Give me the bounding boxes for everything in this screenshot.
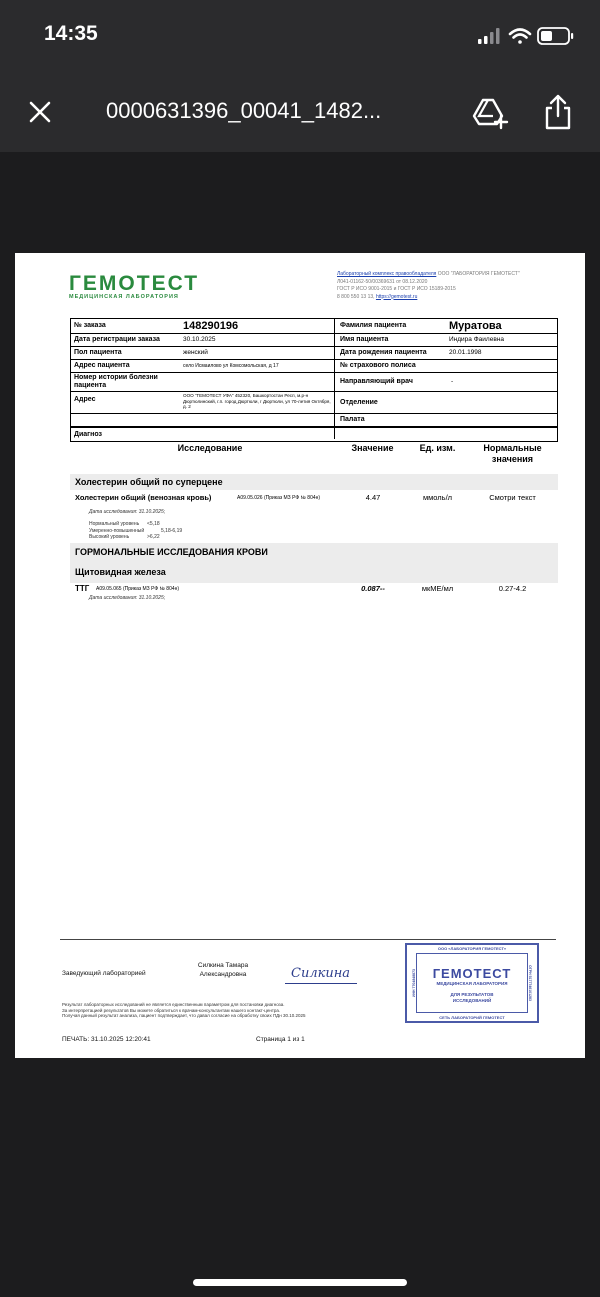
status-time: 14:35 xyxy=(44,22,98,45)
signature: Силкина xyxy=(291,966,351,981)
test-unit: ммоль/л xyxy=(422,493,453,502)
surname: Муратова xyxy=(449,320,502,332)
stamp-brand: ГЕМОТЕСТ xyxy=(432,966,512,981)
footer-divider xyxy=(60,939,556,940)
disclaimer xyxy=(62,1002,306,1019)
gemotest-logo xyxy=(69,273,199,300)
range-label: Высокий уровень xyxy=(89,534,130,540)
disclaimer-line: Получая данный результат анализа, пациент подтверждает, что давал согласие на обработку своих ПДн 30.10.2025 xyxy=(62,1013,306,1018)
department-label: Отделение xyxy=(340,399,378,406)
status-icons xyxy=(476,26,576,46)
add-to-drive-icon[interactable] xyxy=(469,92,509,132)
range-value: >6,22 xyxy=(147,534,160,540)
signature-line xyxy=(285,983,357,984)
test-normal: 0.27-4.2 xyxy=(498,584,527,593)
site-link[interactable]: https://gemotest.ru xyxy=(375,293,418,300)
file-name: 0000631396_00041_1482... xyxy=(106,98,382,123)
range-label: Умеренно-повышенный xyxy=(89,527,145,534)
range-value: <5,18 xyxy=(147,521,160,527)
diagnosis-label: Диагноз xyxy=(74,431,102,438)
name: Индира Фаилевна xyxy=(449,336,504,343)
owner-name: ООО "ЛАБОРАТОРИЯ ГЕМОТЕСТ" xyxy=(437,271,520,277)
owner-link[interactable]: Лабораторный комплекс правообладателя xyxy=(337,271,437,277)
col-normal: Нормальные значения xyxy=(483,443,542,464)
test-date: Дата исследования: 31.10.2025; xyxy=(89,595,166,601)
range-row xyxy=(89,534,182,541)
battery-icon xyxy=(538,28,573,44)
stamp-mid: ДЛЯ РЕЗУЛЬТАТОВ ИССЛЕДОВАНИЙ xyxy=(450,992,494,1003)
range-value: 5,18-6,19 xyxy=(161,527,183,534)
test-name: Холестерин общий (венозная кровь) xyxy=(75,493,212,502)
sex: женский xyxy=(183,349,208,356)
policy-label: № страхового полиса xyxy=(340,362,416,369)
doctor-label: Направляющий врач xyxy=(340,378,413,385)
home-indicator[interactable] xyxy=(193,1279,407,1286)
doctor: - xyxy=(451,378,454,385)
document-page xyxy=(15,253,585,1058)
birth-date: 20.01.1998 xyxy=(449,349,482,356)
disclaimer-line: За интерпретацией результатов Вы можете обратиться к врачам-консультантам нашего контакт-центра. xyxy=(62,1007,281,1013)
print-date: ПЕЧАТЬ: 31.10.2025 12:20:41 xyxy=(62,1036,151,1043)
lab-address-label: Адрес xyxy=(74,396,96,403)
logo-brand: ГЕМОТЕСТ xyxy=(69,272,200,295)
col-value: Значение xyxy=(351,443,394,453)
reg-date-label: Дата регистрации заказа xyxy=(74,336,160,343)
section-header xyxy=(70,543,558,583)
section-subtitle: Щитовидная железа xyxy=(75,567,166,577)
reference-ranges xyxy=(89,521,182,541)
order-no: 148290196 xyxy=(183,320,239,332)
stamp-right: ОГРН 5177746101283 xyxy=(528,965,532,1001)
lab-address: ООО "ГЕМОТЕСТ УФА" 452320, Башкортостан Респ, м.р-н Дюртюлинский, г.п. город Дюртюли, г Дюртюли, ул 70-летия Октября, д. 2 xyxy=(183,393,331,410)
section-title: ГОРМОНАЛЬНЫЕ ИССЛЕДОВАНИЯ КРОВИ xyxy=(75,547,268,557)
owner-info xyxy=(337,271,567,301)
sex-label: Пол пациента xyxy=(74,349,122,356)
test-value: 4.47 xyxy=(365,493,381,502)
order-no-label: № заказа xyxy=(74,322,106,329)
patient-header-table xyxy=(70,318,558,442)
stamp-top: ООО «ЛАБОРАТОРИЯ ГЕМОТЕСТ» xyxy=(437,946,507,951)
test-normal: Смотри текст xyxy=(489,493,536,502)
stamp-bottom: СЕТЬ ЛАБОРАТОРИЙ ГЕМОТЕСТ xyxy=(439,1015,505,1020)
address: село Исмаилово ул Комсомольская, д 17 xyxy=(183,363,279,369)
test-name: ТТГ xyxy=(75,584,90,593)
head-label: Заведующий лабораторией xyxy=(62,970,146,977)
test-date: Дата исследования: 31.10.2025; xyxy=(89,509,166,515)
gost: ГОСТ Р ИСО 9001-2015 и ГОСТ Р ИСО 15189-2015 xyxy=(337,286,456,292)
viewer-toolbar xyxy=(0,70,600,152)
test-unit: мкМЕ/мл xyxy=(421,584,454,593)
license: Л041-01162-50/00369631 от 08.12.2020 xyxy=(337,278,428,285)
stamp-left: ИНН 7704848873 xyxy=(412,969,416,998)
status-bar xyxy=(0,0,600,70)
reg-date: 30.10.2025 xyxy=(183,336,216,343)
surname-label: Фамилия пациента xyxy=(340,322,407,329)
share-icon[interactable] xyxy=(538,92,578,132)
col-test: Исследование xyxy=(177,443,243,453)
address-label: Адрес пациента xyxy=(74,362,130,369)
page-number: Страница 1 из 1 xyxy=(256,1036,305,1043)
cellular-signal-icon xyxy=(478,28,500,44)
head-name: Силкина Тамара Александровна xyxy=(197,962,249,978)
birth-date-label: Дата рождения пациента xyxy=(340,349,427,356)
phone: 8 800 550 13 13, xyxy=(337,293,375,300)
section-title: Холестерин общий по суперцене xyxy=(75,477,223,487)
disclaimer-line: Результат лабораторных исследований не является единственным параметром для постановки диагноза. xyxy=(62,1002,285,1007)
wifi-icon xyxy=(510,30,530,44)
lab-stamp xyxy=(405,943,539,1023)
range-label: Нормальный уровень xyxy=(89,521,140,527)
test-code: A09.05.026 (Приказ МЗ РФ № 804н) xyxy=(237,495,321,501)
ward-label: Палата xyxy=(340,416,365,423)
test-code: A09.05.065 (Приказ МЗ РФ № 804н) xyxy=(96,586,180,592)
name-label: Имя пациента xyxy=(340,336,389,343)
col-unit: Ед. изм. xyxy=(419,443,456,453)
close-icon[interactable] xyxy=(20,92,60,132)
section-header xyxy=(70,474,558,490)
history-label: Номер истории болезни пациента xyxy=(74,374,158,389)
test-value: 0.087-- xyxy=(361,584,385,593)
stamp-sub: МЕДИЦИНСКАЯ ЛАБОРАТОРИЯ xyxy=(436,981,508,986)
logo-subtitle: МЕДИЦИНСКАЯ ЛАБОРАТОРИЯ xyxy=(69,294,179,300)
